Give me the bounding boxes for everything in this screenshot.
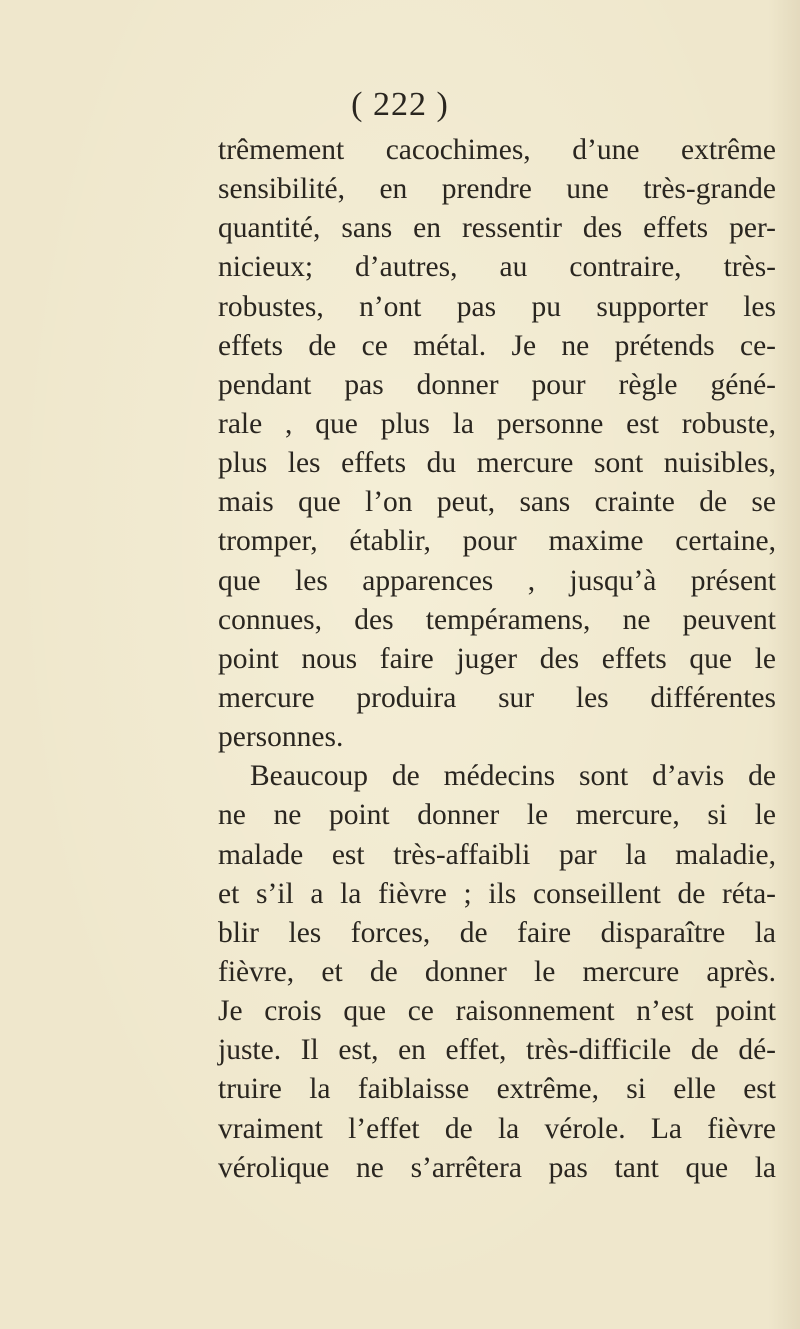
- text-line: personnes.: [218, 721, 344, 754]
- text-line: rale , que plus la personne est robuste,: [218, 407, 776, 440]
- text-line: mais que l’on peut, sans crainte de se: [218, 486, 776, 519]
- text-line: tromper, établir, pour maxime certaine,: [218, 525, 776, 558]
- text-line: fièvre, et de donner le mercure après.: [218, 955, 776, 988]
- text-line: nicieux; d’autres, au contraire, très-: [218, 251, 776, 284]
- body-text: [218, 131, 776, 1188]
- text-line: quantité, sans en ressentir des effets per-: [218, 212, 776, 245]
- text-line: juste. Il est, en effet, très-difficile de dé-: [218, 1034, 776, 1067]
- text-line: pendant pas donner pour règle géné-: [218, 368, 776, 401]
- text-line: sensibilité, en prendre une très-grande: [218, 173, 776, 206]
- page-number: ( 222 ): [351, 86, 449, 123]
- text-line: trêmement cacochimes, d’une extrême: [218, 134, 776, 166]
- text-line: connues, des tempéramens, ne peuvent: [218, 603, 776, 636]
- text-line: robustes, n’ont pas pu supporter les: [218, 290, 776, 323]
- text-line: malade est très-affaibli par la maladie,: [218, 838, 776, 871]
- text-line: Beaucoup de médecins sont d’avis de: [250, 760, 776, 793]
- text-line: point nous faire juger des effets que le: [218, 642, 776, 675]
- text-line: vérolique ne s’arrêtera pas tant que la: [218, 1151, 776, 1184]
- text-line: Je crois que ce raisonnement n’est point: [218, 995, 776, 1028]
- text-line: effets de ce métal. Je ne prétends ce-: [218, 329, 776, 362]
- text-line: mercure produira sur les différentes: [218, 681, 776, 714]
- text-line: ne ne point donner le mercure, si le: [218, 799, 776, 832]
- text-line: truire la faiblaisse extrême, si elle est: [218, 1073, 776, 1106]
- text-line: que les apparences , jusqu’à présent: [218, 564, 776, 597]
- text-line: plus les effets du mercure sont nuisibles,: [218, 447, 776, 480]
- text-line: blir les forces, de faire disparaître la: [218, 916, 776, 949]
- text-line: et s’il a la fièvre ; ils conseillent de réta-: [218, 877, 776, 910]
- text-line: vraiment l’effet de la vérole. La fièvre: [218, 1112, 776, 1145]
